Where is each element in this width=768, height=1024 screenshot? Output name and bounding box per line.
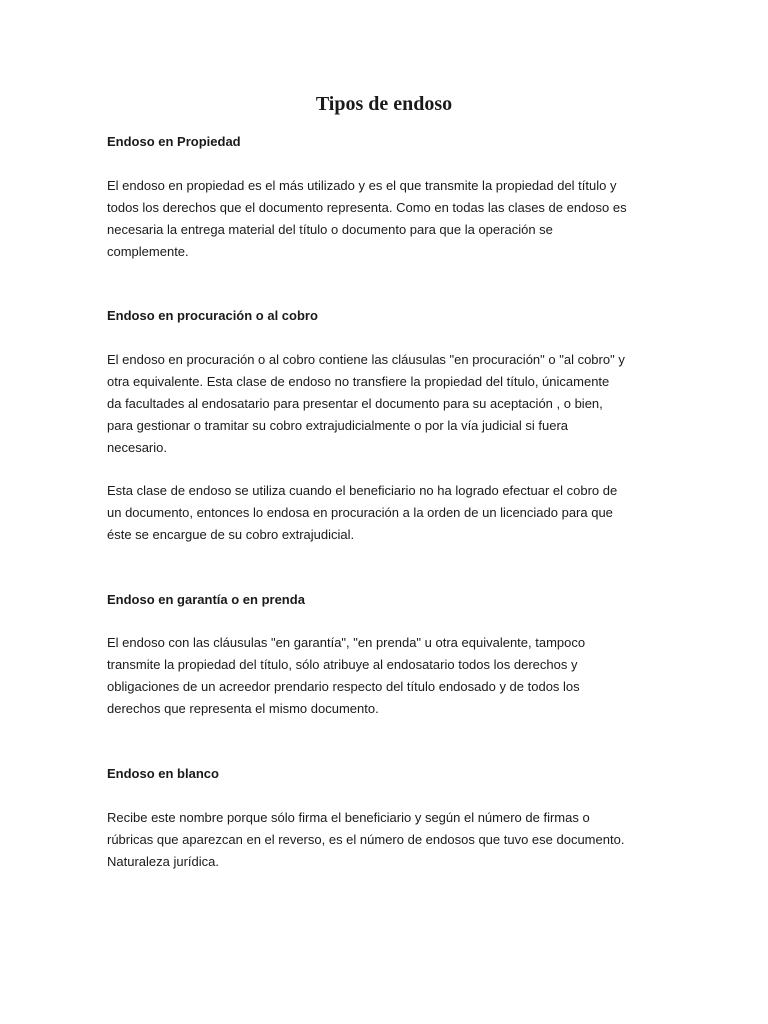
section-heading-garantia: Endoso en garantía o en prenda bbox=[107, 592, 305, 607]
text-line: todos los derechos que el documento representa. Como en todas las clases de endoso es bbox=[107, 200, 627, 215]
section-heading-procuracion: Endoso en procuración o al cobro bbox=[107, 308, 318, 323]
text-line: otra equivalente. Esta clase de endoso no transfiere la propiedad del título, únicamente bbox=[107, 374, 610, 389]
paragraph-procuracion-2 bbox=[107, 480, 667, 546]
paragraph-garantia bbox=[107, 632, 667, 720]
section-heading-propiedad: Endoso en Propiedad bbox=[107, 134, 241, 149]
text-line: Recibe este nombre porque sólo firma el beneficiario y según el número de firmas o bbox=[107, 810, 590, 825]
text-line: El endoso con las cláusulas "en garantía", "en prenda" u otra equivalente, tampoco bbox=[107, 635, 586, 650]
paragraph-procuracion-1 bbox=[107, 349, 667, 459]
text-line: El endoso en procuración o al cobro contiene las cláusulas "en procuración" o "al cobro" y bbox=[107, 352, 625, 367]
paragraph-blanco bbox=[107, 807, 667, 873]
text-line: da facultades al endosatario para presentar el documento para su aceptación , o bien, bbox=[107, 396, 603, 411]
text-line: Esta clase de endoso se utiliza cuando el beneficiario no ha logrado efectuar el cobro de bbox=[107, 483, 618, 498]
text-line: éste se encargue de su cobro extrajudicial. bbox=[107, 527, 355, 542]
page-title: Tipos de endoso bbox=[315, 93, 453, 115]
text-line: derechos que representa el mismo documento. bbox=[107, 701, 379, 716]
text-line: rúbricas que aparezcan en el reverso, es el número de endosos que tuvo ese documento. bbox=[107, 832, 625, 847]
paragraph-propiedad bbox=[107, 175, 667, 263]
text-line: transmite la propiedad del título, sólo atribuye al endosatario todos los derechos y bbox=[107, 657, 578, 672]
text-line: obligaciones de un acreedor prendario respecto del título endosado y de todos los bbox=[107, 679, 580, 694]
text-line: complemente. bbox=[107, 244, 189, 259]
text-line: necesario. bbox=[107, 440, 167, 455]
text-line: necesaria la entrega material del título o documento para que la operación se bbox=[107, 222, 553, 237]
text-line: un documento, entonces lo endosa en procuración a la orden de un licenciado para que bbox=[107, 505, 613, 520]
text-line: Naturaleza jurídica. bbox=[107, 854, 219, 869]
text-line: El endoso en propiedad es el más utilizado y es el que transmite la propiedad del título y bbox=[107, 178, 617, 193]
section-heading-blanco: Endoso en blanco bbox=[107, 766, 219, 781]
text-line: para gestionar o tramitar su cobro extrajudicialmente o por la vía judicial si fuera bbox=[107, 418, 569, 433]
